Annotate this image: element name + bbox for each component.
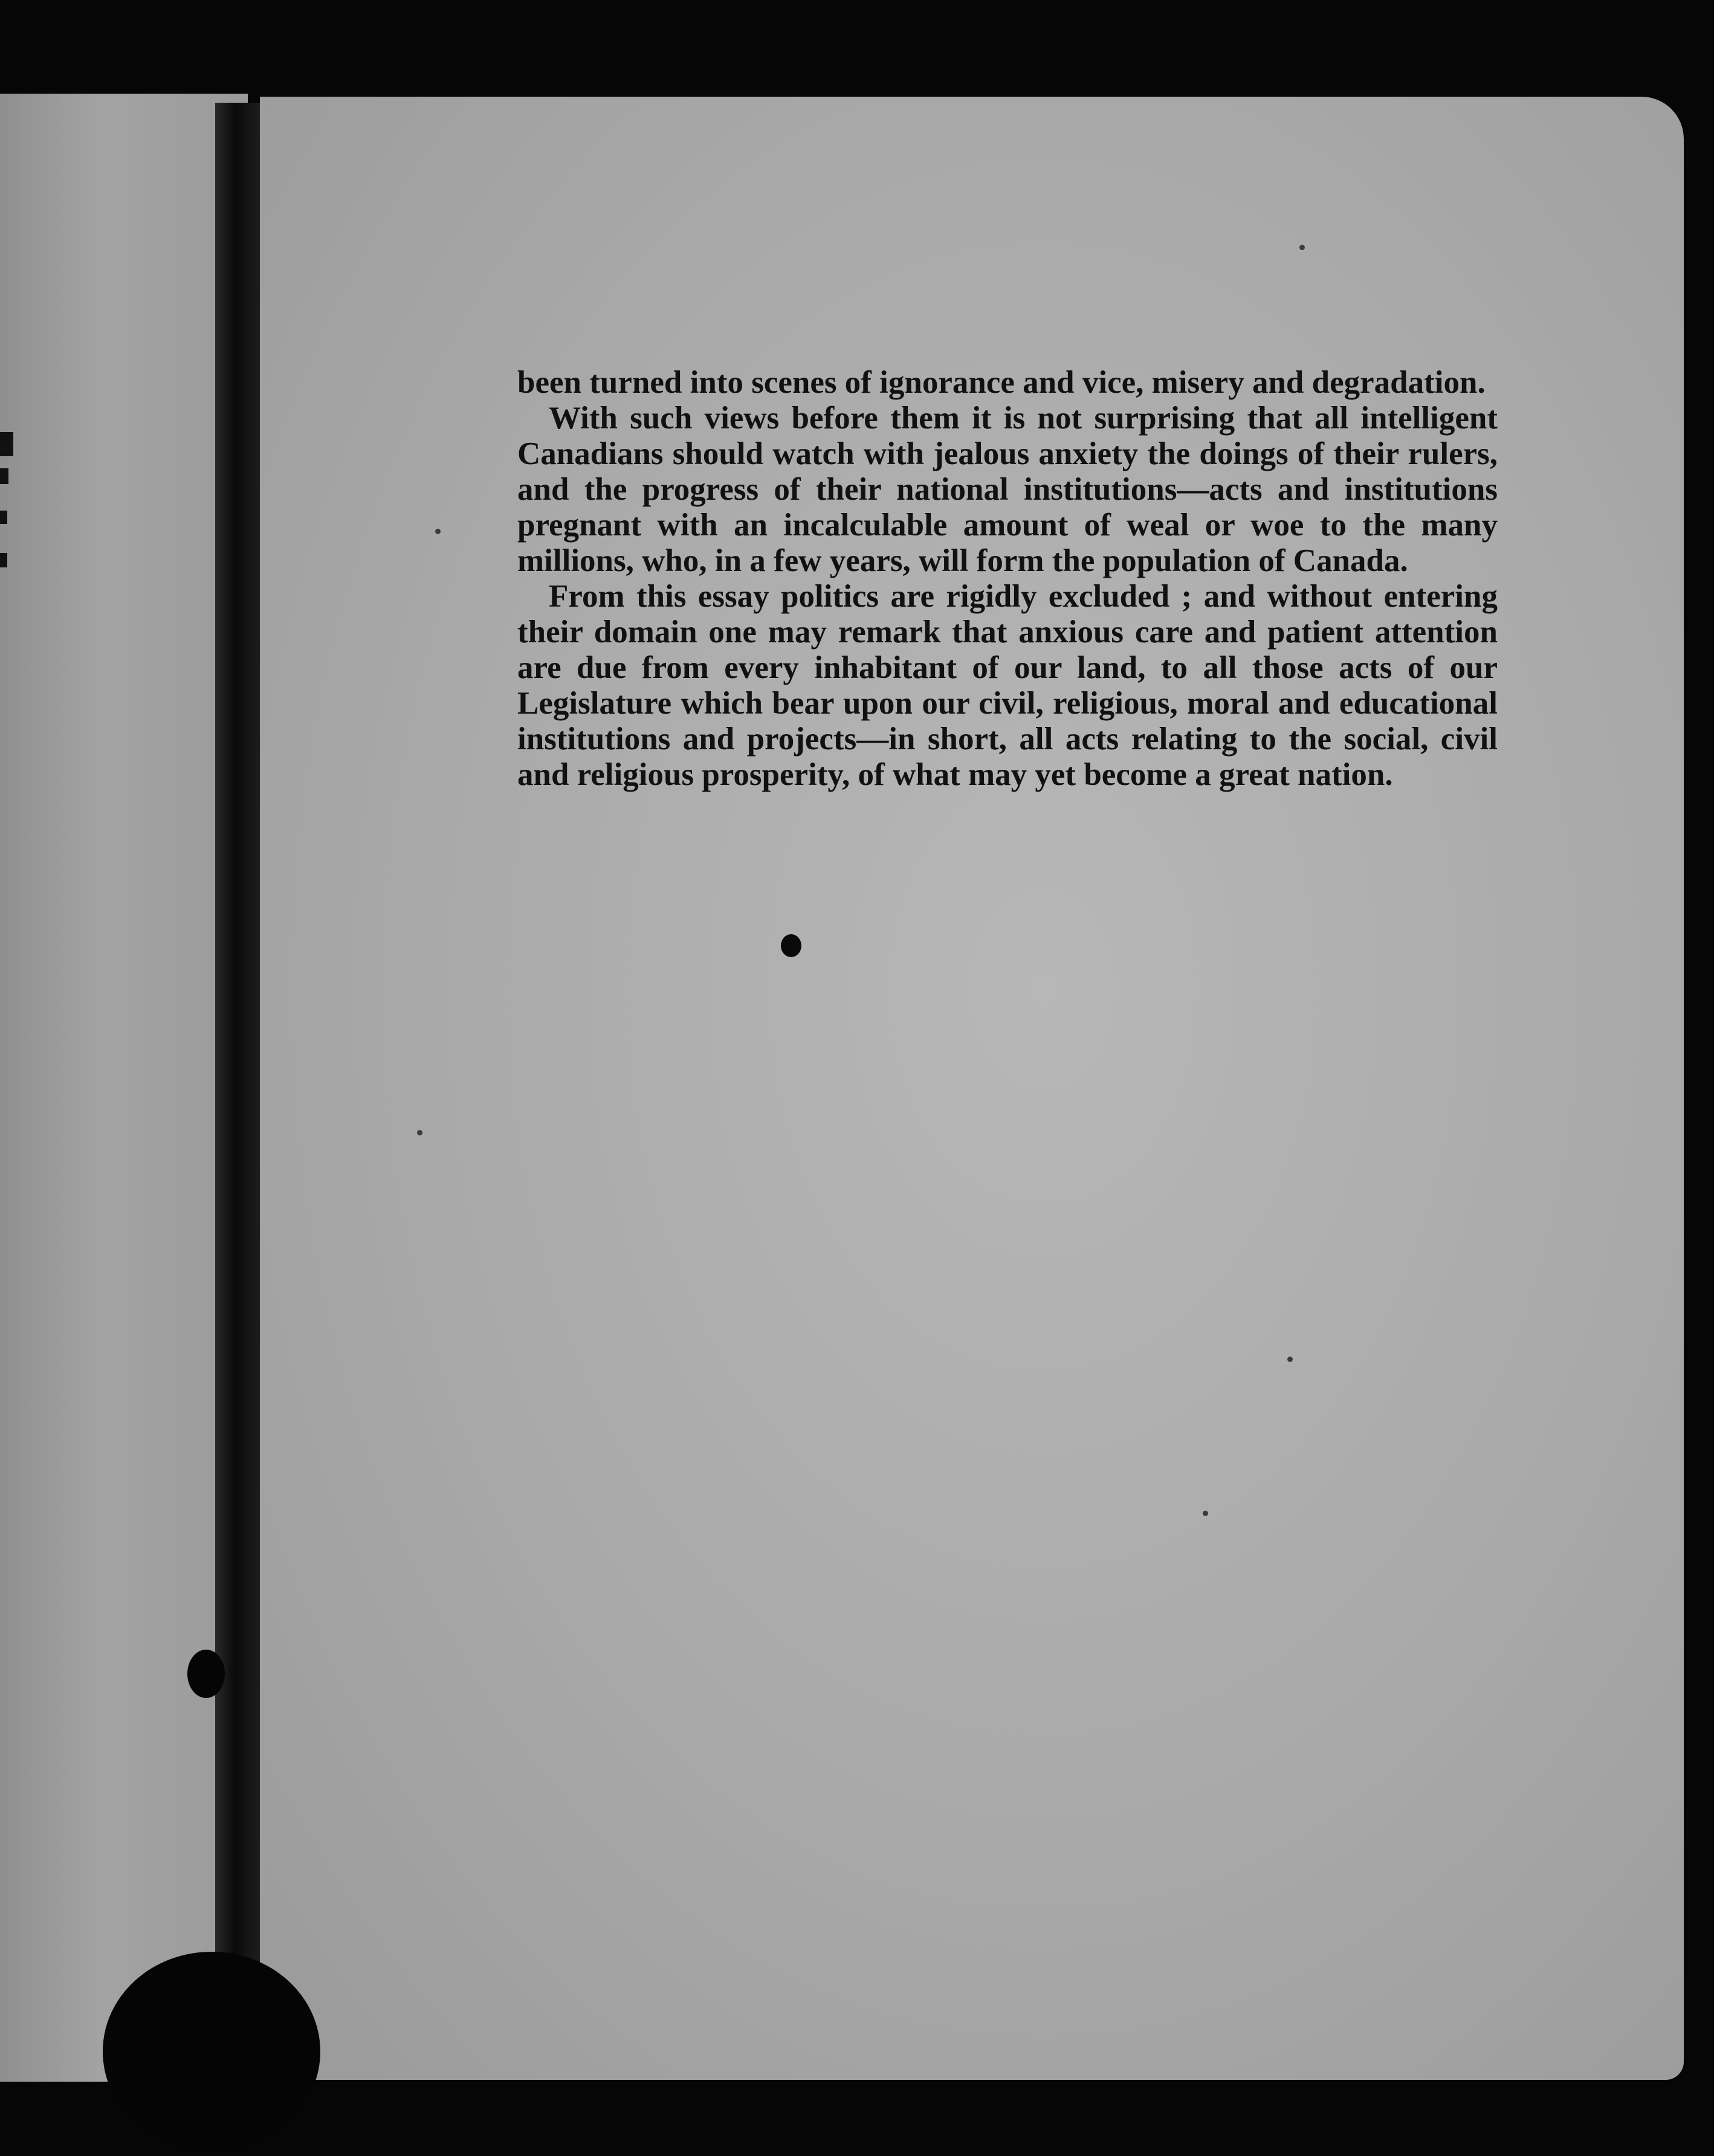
book-gutter (215, 103, 264, 2091)
paragraph: been turned into scenes of ignorance and vice, misery and degradation. (517, 365, 1486, 400)
body-text (517, 365, 1498, 793)
paragraph: With such views before them it is not surprising that all intelligent Canadians should watch with jealous anxiety the doings of their rulers, and the progress of their national institutions—acts and institutions pregnant with an incalculable amount of weal or woe to the many millions, who, in a few years, will form the population of Canada. (517, 401, 1498, 578)
gutter-ink-spot (187, 1650, 225, 1698)
margin-marks (0, 432, 18, 613)
ornament-dot (781, 934, 801, 957)
gutter-ink-blot (103, 1952, 320, 2151)
paragraph: From this essay politics are rigidly excluded ; and without entering their domain one may remark that anxious care and patient attention are due from every inhabitant of our land, to all those acts of our Legislature which bear upon our civil, religious, moral and educational institutions and projects—in short, all acts relating to the social, civil and religious prosperity, of what may yet become a great nation. (517, 579, 1498, 792)
facing-page-edge (0, 94, 248, 2082)
